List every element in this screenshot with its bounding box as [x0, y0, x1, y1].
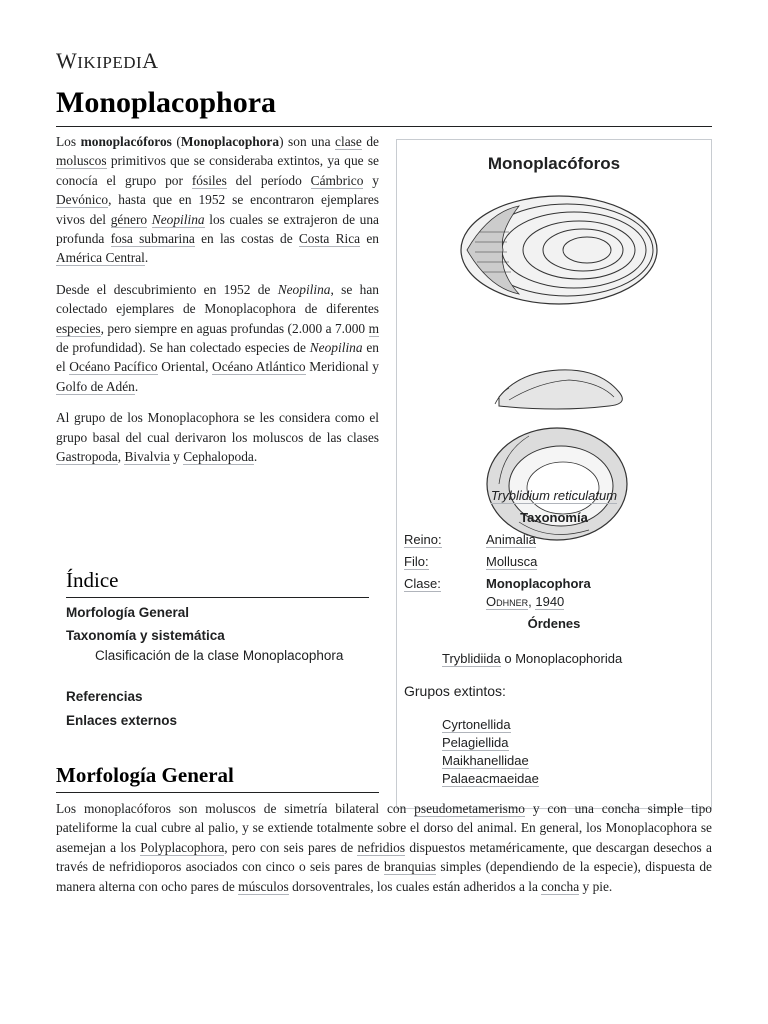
text-run: simples (dependiendo de la especie), dispuesta de manera alterna con ocho pares de — [56, 859, 713, 894]
ordenes-heading: Órdenes — [527, 616, 581, 631]
title-divider — [56, 126, 712, 127]
section-paragraph — [56, 799, 712, 896]
inline-link[interactable]: pseudometamerismo — [414, 801, 525, 816]
text-run: dispuestos metaméricamente, que descargan desechos a través de nefridioporos asociados con cinco o seis pares de — [56, 839, 712, 875]
inline-link[interactable]: Polyplacophora — [140, 839, 225, 855]
inline-link[interactable]: Océano Pacífico — [69, 359, 158, 375]
taxonomy-heading[interactable]: Taxonomía — [520, 510, 588, 525]
text-run: , hasta que en 1952 se encontraron ejemplares vivos del — [56, 192, 379, 227]
inline-link[interactable]: género — [110, 211, 148, 227]
text-run: en — [360, 231, 379, 247]
text-run: los cuales se extrajeron de una profunda — [56, 211, 379, 247]
intro-column — [56, 132, 379, 479]
clase-authority — [486, 594, 564, 609]
text-run: Meridional y — [305, 359, 379, 375]
text-run: , se han colectado ejemplares de Monoplacophora de diferentes — [56, 281, 379, 317]
toc-item-morfologia[interactable]: Morfología General — [66, 605, 190, 620]
text-run: en el — [56, 340, 379, 375]
toc-subitem-clasificacion[interactable]: Clasificación de la clase Monoplacophora — [95, 648, 344, 663]
inline-link[interactable]: nefridios — [357, 839, 406, 855]
text-run: Neopilina — [277, 281, 331, 297]
text-run: dorsoventrales, los cuales están adheridos a la — [288, 878, 542, 894]
extinct-group-link[interactable]: Pelagiellida — [442, 735, 509, 750]
inline-link[interactable]: Costa Rica — [298, 231, 361, 247]
orden-link[interactable]: Tryblidiida — [442, 651, 501, 666]
inline-link[interactable]: músculos — [238, 878, 289, 894]
extinct-group-link[interactable]: Maikhanellidae — [442, 753, 529, 768]
shell-illustration-image[interactable] — [459, 192, 659, 612]
inline-link[interactable]: Golfo de Adén — [56, 378, 135, 394]
inline-link[interactable]: especies — [56, 320, 101, 336]
text-run: de profundidad). Se han colectado especies de — [56, 340, 310, 356]
text-run: en las costas de — [194, 231, 299, 247]
text-run: Monoplacophora — [180, 134, 280, 149]
text-run: de — [361, 134, 379, 149]
inline-link[interactable]: Neopilina — [151, 211, 205, 227]
text-run: monoplacóforos — [80, 134, 172, 149]
inline-link[interactable]: branquias — [383, 859, 437, 875]
inline-link[interactable]: Océano Atlántico — [212, 359, 306, 375]
orden-rest: o Monoplacophorida — [500, 651, 623, 666]
intro-paragraph-2 — [56, 280, 379, 396]
intro-paragraph-3 — [56, 408, 379, 466]
toc-item-referencias[interactable]: Referencias — [66, 689, 143, 704]
infobox — [396, 139, 712, 809]
inline-link[interactable]: fósiles — [191, 172, 227, 188]
infobox-caption[interactable]: Tryblidium reticulatum — [490, 488, 618, 503]
reino-value[interactable]: Animalia — [486, 532, 536, 547]
inline-link[interactable]: Cephalopoda — [183, 449, 254, 465]
text-run: Neopilina — [309, 340, 363, 356]
toc-item-enlaces[interactable]: Enlaces externos — [66, 713, 178, 728]
section-title-morfologia: Morfología General — [56, 763, 234, 787]
shell-side-view — [495, 370, 622, 409]
filo-label[interactable]: Filo: — [404, 554, 429, 569]
inline-link[interactable]: concha — [541, 878, 580, 894]
extintos-label: Grupos extintos: — [404, 683, 506, 699]
toc-item-taxonomia[interactable]: Taxonomía y sistemática — [66, 628, 225, 643]
author-separator: , — [528, 594, 536, 609]
inline-link[interactable]: clase — [335, 134, 362, 149]
text-run: ( — [171, 134, 181, 149]
inline-link[interactable]: m — [368, 320, 379, 336]
text-run: . — [144, 250, 149, 266]
text-run: y con una concha simple tipo pateliforme la cual cubre al palio, y se extiende totalmente sobre el dorso del animal. En general, los Monoplacophora se asemejan a los — [56, 801, 712, 855]
clase-label[interactable]: Clase: — [404, 576, 441, 591]
filo-value[interactable]: Mollusca — [486, 554, 538, 569]
toc-divider — [66, 597, 369, 598]
shell-top-view — [461, 196, 657, 304]
text-run: y — [363, 172, 380, 188]
text-run: y pie. — [579, 878, 613, 894]
text-run: . — [134, 378, 139, 394]
text-run: ) son una — [279, 134, 336, 149]
extinct-group-link[interactable]: Palaeacmaeidae — [442, 771, 539, 786]
inline-link[interactable]: fosa submarina — [110, 231, 195, 247]
year-link[interactable]: 1940 — [535, 594, 565, 609]
extintos-list — [442, 716, 539, 788]
inline-link[interactable]: Bivalvia — [124, 449, 170, 465]
intro-paragraph-1 — [56, 132, 379, 268]
text-run: Oriental, — [157, 359, 213, 375]
inline-link[interactable]: Devónico — [56, 192, 109, 208]
infobox-title: Monoplacóforos — [487, 154, 621, 173]
text-run: Los monoplacóforos son moluscos de simetría bilateral con — [56, 801, 415, 816]
text-run: , pero con seis pares de — [224, 839, 358, 855]
text-run: , — [117, 449, 125, 465]
text-run: . — [253, 449, 258, 465]
inline-link[interactable]: América Central — [56, 250, 145, 266]
inline-link[interactable]: Cámbrico — [310, 172, 364, 188]
inline-link[interactable]: Gastropoda — [56, 449, 118, 465]
text-run: Desde el descubrimiento en 1952 de — [56, 281, 278, 297]
text-run: del período — [226, 172, 311, 188]
clase-value: Monoplacophora — [486, 576, 591, 591]
toc-title: Índice — [66, 568, 119, 592]
reino-label[interactable]: Reino: — [404, 532, 442, 547]
text-run: Al grupo de los Monoplacophora se les considera como el grupo basal del cual derivaron los moluscos de las clases — [56, 410, 379, 445]
orden-row — [442, 651, 622, 666]
inline-link[interactable]: moluscos — [56, 153, 107, 169]
page-title: Monoplacophora — [56, 86, 277, 119]
section-divider — [56, 792, 379, 793]
author-link[interactable]: Odhner — [486, 594, 529, 609]
extinct-group-link[interactable]: Cyrtonellida — [442, 717, 511, 732]
text-run: primitivos que se consideraba extintos, ya que se conocía el grupo por — [56, 153, 379, 188]
wikipedia-logo[interactable]: WIKIPEDIA — [56, 48, 159, 73]
text-run: Los — [56, 134, 81, 149]
text-run: , pero siempre en aguas profundas (2.000 a 7.000 — [100, 320, 369, 336]
text-run: y — [169, 449, 184, 465]
